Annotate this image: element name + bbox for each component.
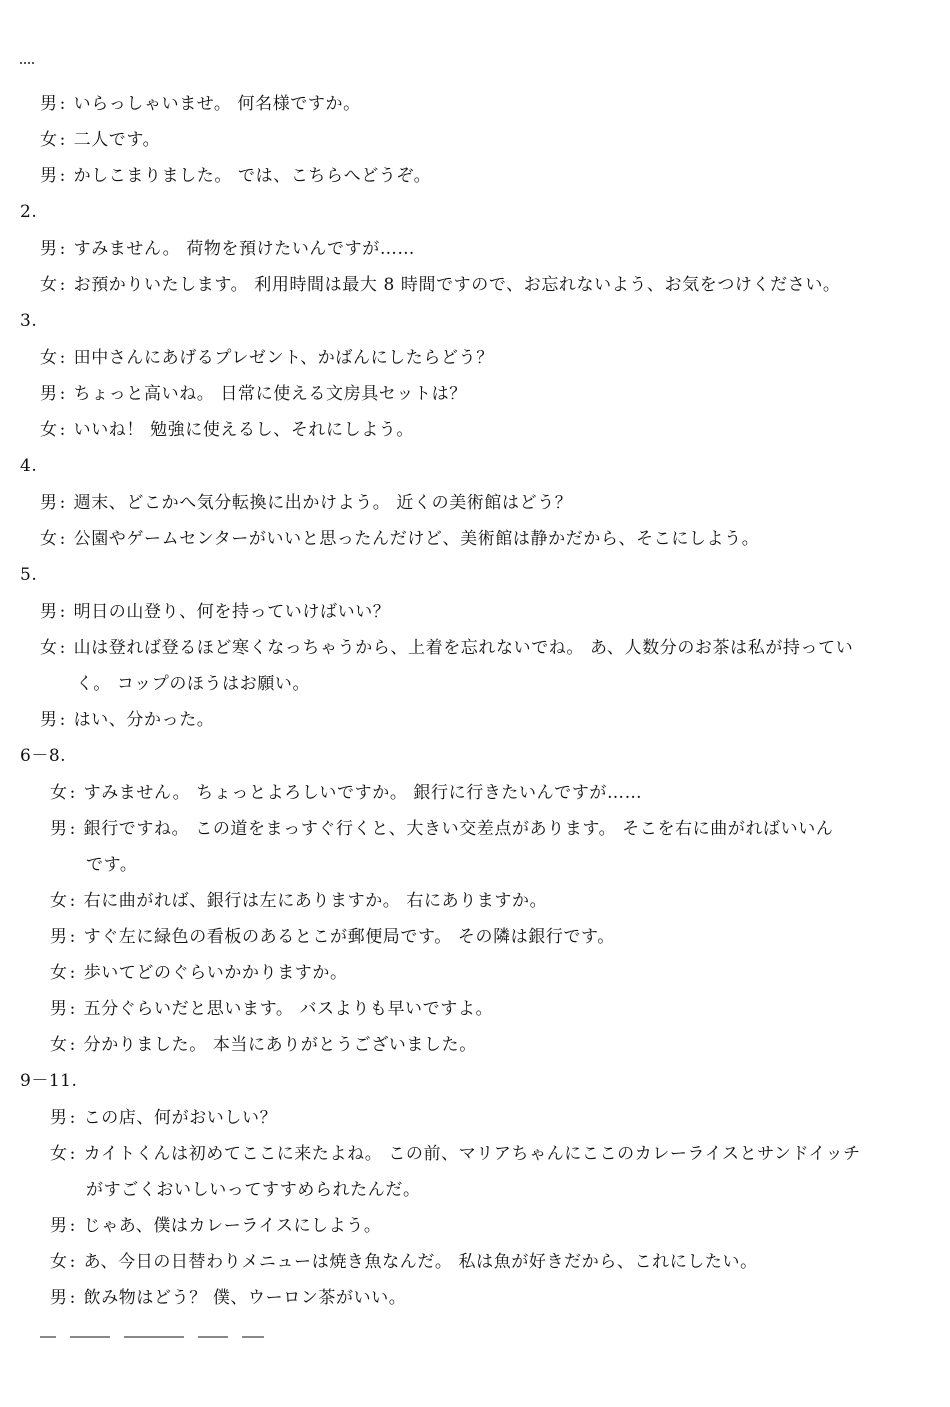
dialogue-line [0, 594, 950, 630]
speaker-label: 男 [40, 710, 58, 730]
utterance-text: いいね！ 勉強に使えるし、それにしよう。 [73, 420, 415, 440]
speaker-separator: : [59, 94, 66, 114]
speaker-label: 男 [50, 1216, 68, 1236]
dialogue-line [0, 1027, 950, 1063]
speaker-separator: : [59, 275, 66, 295]
utterance-continuation: です。 [86, 855, 138, 875]
cropped-text-fragment [40, 1336, 300, 1344]
speaker-separator: : [69, 999, 76, 1019]
utterance-text: ちょっと高いね。 日常に使える文房具セットは？ [73, 384, 467, 404]
utterance-text: 飲み物はどう？ 僕、ウーロン茶がいい。 [83, 1288, 407, 1308]
dialogue-line [0, 1136, 950, 1172]
section-number: 6－8. [20, 746, 67, 766]
speaker-separator: : [59, 384, 66, 404]
dialogue-line [0, 811, 950, 847]
speaker-label: 女 [40, 130, 58, 150]
dialogue-line [0, 158, 950, 194]
speaker-separator: : [69, 1288, 76, 1308]
dialogue-line [0, 340, 950, 376]
dialogue-line [0, 991, 950, 1027]
utterance-continuation: がすごくおいしいってすすめられたんだ。 [86, 1180, 421, 1200]
speaker-separator: : [59, 638, 66, 658]
dialogue-line [0, 122, 950, 158]
section-number: 9－11. [20, 1071, 78, 1091]
section-number: 4. [20, 456, 38, 476]
dialogue-line [0, 412, 950, 448]
speaker-separator: : [69, 783, 76, 803]
utterance-text: カイトくんは初めてここに来たよね。 この前、マリアちゃんにここのカレーライスとサンドイッチ [83, 1144, 861, 1164]
cropped-heading-fragment [20, 62, 34, 69]
speaker-separator: : [59, 420, 66, 440]
dialogue-line [0, 1280, 950, 1316]
dialogue-line [0, 485, 950, 521]
speaker-label: 女 [50, 1252, 68, 1272]
utterance-text: 銀行ですね。 この道をまっすぐ行くと、大きい交差点があります。 そこを右に曲がればいいん [83, 819, 834, 839]
speaker-separator: : [69, 963, 76, 983]
speaker-separator: : [69, 819, 76, 839]
speaker-label: 女 [40, 638, 58, 658]
section-number: 3. [20, 311, 38, 331]
speaker-label: 女 [40, 420, 58, 440]
speaker-separator: : [59, 166, 66, 186]
dialogue-line [0, 630, 950, 666]
dialogue-line [0, 1244, 950, 1280]
speaker-separator: : [69, 891, 76, 911]
utterance-text: 分かりました。 本当にありがとうございました。 [83, 1035, 477, 1055]
utterance-text: この店、何がおいしい？ [83, 1108, 278, 1128]
utterance-text: 山は登れば登るほど寒くなっちゃうから、上着を忘れないでね。 あ、人数分のお茶は私が持ってい [73, 638, 854, 658]
utterance-text: はい、分かった。 [73, 710, 215, 730]
speaker-label: 女 [50, 963, 68, 983]
utterance-text: 明日の山登り、何を持っていけばいい？ [73, 602, 391, 622]
speaker-separator: : [69, 927, 76, 947]
dialogue-line [0, 775, 950, 811]
speaker-separator: : [69, 1108, 76, 1128]
dialogue-transcript [0, 86, 950, 1316]
speaker-label: 女 [50, 1035, 68, 1055]
speaker-label: 男 [40, 602, 58, 622]
utterance-text: じゃあ、僕はカレーライスにしよう。 [83, 1216, 382, 1236]
speaker-separator: : [59, 493, 66, 513]
speaker-label: 男 [40, 384, 58, 404]
utterance-text: あ、今日の日替わりメニューは焼き魚なんだ。 私は魚が好きだから、これにしたい。 [83, 1252, 758, 1272]
speaker-label: 男 [40, 493, 58, 513]
speaker-separator: : [59, 130, 66, 150]
speaker-label: 男 [40, 239, 58, 259]
utterance-text: すぐ左に緑色の看板のあるとこが郵便局です。 その隣は銀行です。 [83, 927, 615, 947]
speaker-separator: : [59, 710, 66, 730]
utterance-text: 歩いてどのぐらいかかりますか。 [83, 963, 348, 983]
utterance-text: 田中さんにあげるプレゼント、かばんにしたらどう？ [73, 348, 494, 368]
utterance-text: 五分ぐらいだと思います。 バスよりも早いですよ。 [83, 999, 494, 1019]
dialogue-line [0, 267, 950, 303]
speaker-separator: : [59, 529, 66, 549]
speaker-separator: : [59, 348, 66, 368]
utterance-text: いらっしゃいませ。 何名様ですか。 [73, 94, 361, 114]
speaker-label: 男 [50, 999, 68, 1019]
utterance-text: 右に曲がれば、銀行は左にありますか。 右にありますか。 [83, 891, 548, 911]
speaker-separator: : [59, 239, 66, 259]
section-number: 5. [20, 565, 38, 585]
utterance-text: 週末、どこかへ気分転換に出かけよう。 近くの美術館はどう？ [73, 493, 573, 513]
speaker-separator: : [69, 1035, 76, 1055]
dialogue-line [0, 702, 950, 738]
dialogue-line [0, 883, 950, 919]
speaker-label: 男 [50, 1108, 68, 1128]
utterance-continuation: く。 コップのほうはお願い。 [76, 674, 311, 694]
dialogue-line [0, 1100, 950, 1136]
utterance-text: お預かりいたします。 利用時間は最大 8 時間ですので、お忘れないよう、お気をつけください。 [73, 275, 841, 295]
utterance-text: すみません。 荷物を預けたいんですが…… [73, 239, 416, 259]
speaker-label: 男 [40, 166, 58, 186]
utterance-text: 公園やゲームセンターがいいと思ったんだけど、美術館は静かだから、そこにしよう。 [73, 529, 760, 549]
utterance-text: 二人です。 [73, 130, 161, 150]
utterance-text: すみません。 ちょっとよろしいですか。 銀行に行きたいんですが…… [83, 783, 643, 803]
section-number: 2. [20, 202, 38, 222]
dialogue-line [0, 521, 950, 557]
speaker-label: 女 [50, 783, 68, 803]
dialogue-line [0, 231, 950, 267]
speaker-label: 女 [40, 529, 58, 549]
speaker-separator: : [69, 1252, 76, 1272]
speaker-separator: : [69, 1216, 76, 1236]
speaker-label: 女 [50, 1144, 68, 1164]
dialogue-line [0, 86, 950, 122]
utterance-text: かしこまりました。 では、こちらへどうぞ。 [73, 166, 432, 186]
dialogue-line [0, 919, 950, 955]
speaker-label: 男 [40, 94, 58, 114]
speaker-separator: : [59, 602, 66, 622]
speaker-label: 男 [50, 819, 68, 839]
dialogue-line [0, 955, 950, 991]
speaker-separator: : [69, 1144, 76, 1164]
dialogue-line [0, 376, 950, 412]
speaker-label: 女 [40, 275, 58, 295]
dialogue-line [0, 1208, 950, 1244]
speaker-label: 女 [50, 891, 68, 911]
speaker-label: 女 [40, 348, 58, 368]
speaker-label: 男 [50, 1288, 68, 1308]
speaker-label: 男 [50, 927, 68, 947]
